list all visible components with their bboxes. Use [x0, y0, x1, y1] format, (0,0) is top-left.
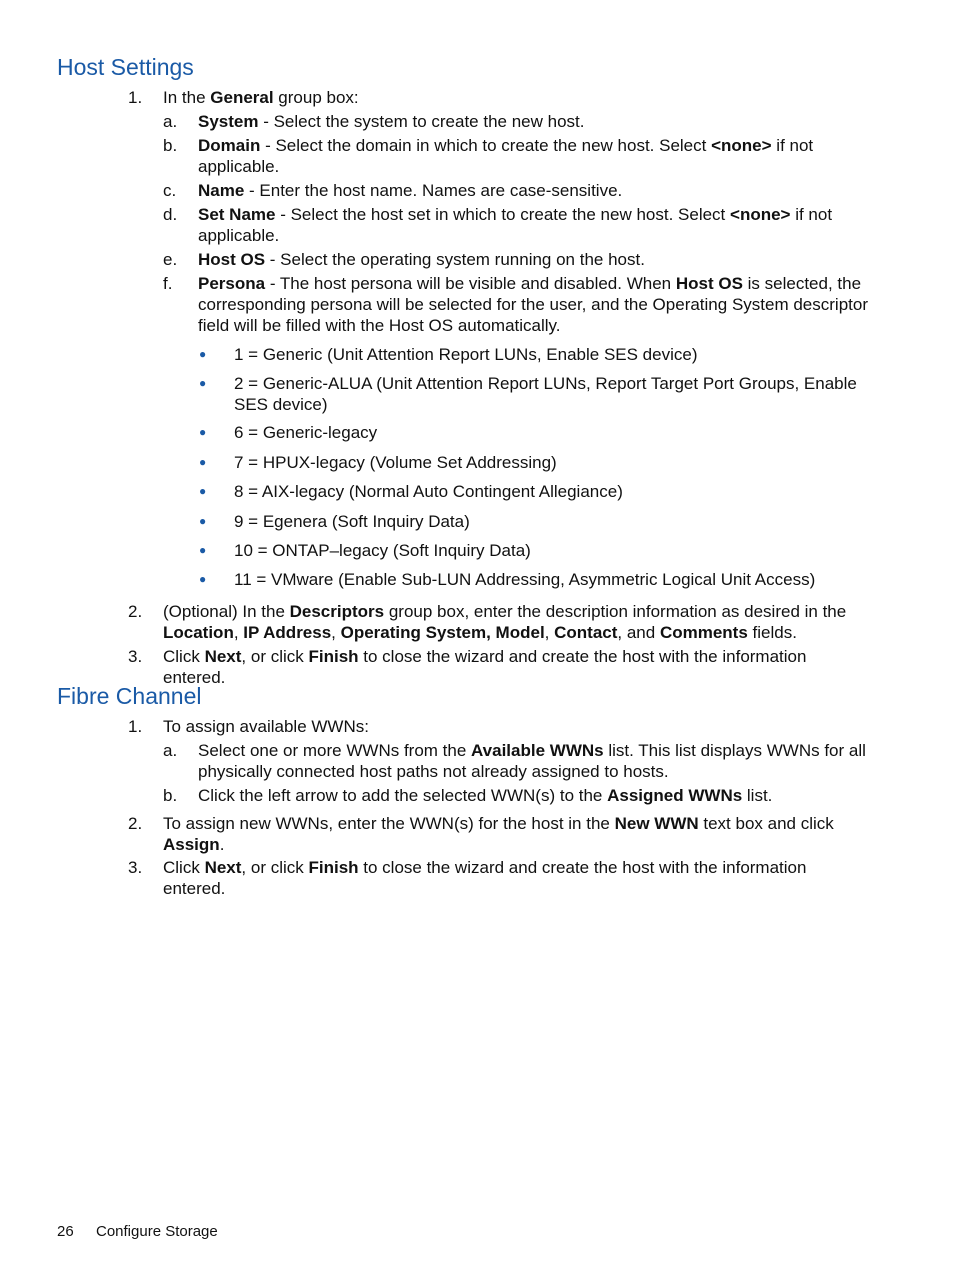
bullet-icon: ●: [199, 455, 207, 469]
persona-item: 8 = AIX-legacy (Normal Auto Contingent Allegiance): [234, 482, 623, 501]
bullet-icon: ●: [199, 543, 207, 557]
step-text: To assign new WWNs, enter the WWN(s) for the host in the New WWN text box and click Assign.: [163, 814, 834, 854]
page-number: 26: [57, 1223, 74, 1240]
persona-item: 11 = VMware (Enable Sub-LUN Addressing, Asymmetric Logical Unit Access): [234, 570, 816, 589]
persona-item: 9 = Egenera (Soft Inquiry Data): [234, 512, 470, 531]
persona-item: 6 = Generic-legacy: [234, 423, 378, 442]
substep-domain: Domain - Select the domain in which to create the new host. Select <none> if not applicable.: [198, 136, 814, 176]
substep-persona: Persona - The host persona will be visible and disabled. When Host OS is selected, the corresponding persona will be selected for the user, and the Operating System descriptor field will be filled with the Host OS automatically.: [198, 274, 868, 335]
persona-item: 1 = Generic (Unit Attention Report LUNs, Enable SES device): [234, 345, 698, 364]
footer-section-title: Configure Storage: [96, 1223, 218, 1240]
substep-letter: f.: [163, 274, 173, 293]
persona-item: 2 = Generic-ALUA (Unit Attention Report LUNs, Report Target Port Groups, Enable SES device): [234, 374, 857, 414]
step-text: In the General group box:: [163, 88, 359, 107]
substep-name: Name - Enter the host name. Names are case-sensitive.: [198, 181, 623, 200]
substep-letter: c.: [163, 181, 177, 200]
bullet-icon: ●: [199, 514, 207, 528]
persona-item: 7 = HPUX-legacy (Volume Set Addressing): [234, 453, 557, 472]
substep-available-wwns: Select one or more WWNs from the Available WWNs list. This list displays WWNs for all physically connected host paths not already assigned to hosts.: [198, 741, 866, 781]
step-number: 3.: [128, 647, 143, 666]
bullet-icon: ●: [199, 376, 207, 390]
step-text: Click Next, or click Finish to close the wizard and create the host with the information entered.: [163, 858, 807, 898]
step-text: Click Next, or click Finish to close the wizard and create the host with the information entered.: [163, 647, 807, 687]
substep-host-os: Host OS - Select the operating system running on the host.: [198, 250, 645, 269]
substep-assigned-wwns: Click the left arrow to add the selected WWN(s) to the Assigned WWNs list.: [198, 786, 773, 805]
substep-letter: a.: [163, 741, 178, 760]
step-number: 2.: [128, 602, 143, 621]
bullet-icon: ●: [199, 572, 207, 586]
step-number: 2.: [128, 814, 143, 833]
persona-item: 10 = ONTAP–legacy (Soft Inquiry Data): [234, 541, 531, 560]
substep-letter: a.: [163, 112, 178, 131]
substep-letter: b.: [163, 786, 178, 805]
substep-set-name: Set Name - Select the host set in which to create the new host. Select <none> if not applicable.: [198, 205, 833, 245]
step-text: To assign available WWNs:: [163, 717, 369, 736]
step-number: 1.: [128, 717, 143, 736]
step-number: 3.: [128, 858, 143, 877]
substep-system: System - Select the system to create the new host.: [198, 112, 585, 131]
bullet-icon: ●: [199, 347, 207, 361]
section-heading-host-settings: Host Settings: [57, 54, 194, 80]
bullet-icon: ●: [199, 425, 207, 439]
substep-letter: e.: [163, 250, 178, 269]
substep-letter: d.: [163, 205, 178, 224]
section-heading-fibre-channel: Fibre Channel: [57, 683, 202, 709]
step-number: 1.: [128, 88, 143, 107]
substep-letter: b.: [163, 136, 178, 155]
step-text: (Optional) In the Descriptors group box, enter the description information as desired in the Location, IP Address, Operating System, Model, Contact, and Comments fields.: [163, 602, 847, 642]
bullet-icon: ●: [199, 484, 207, 498]
